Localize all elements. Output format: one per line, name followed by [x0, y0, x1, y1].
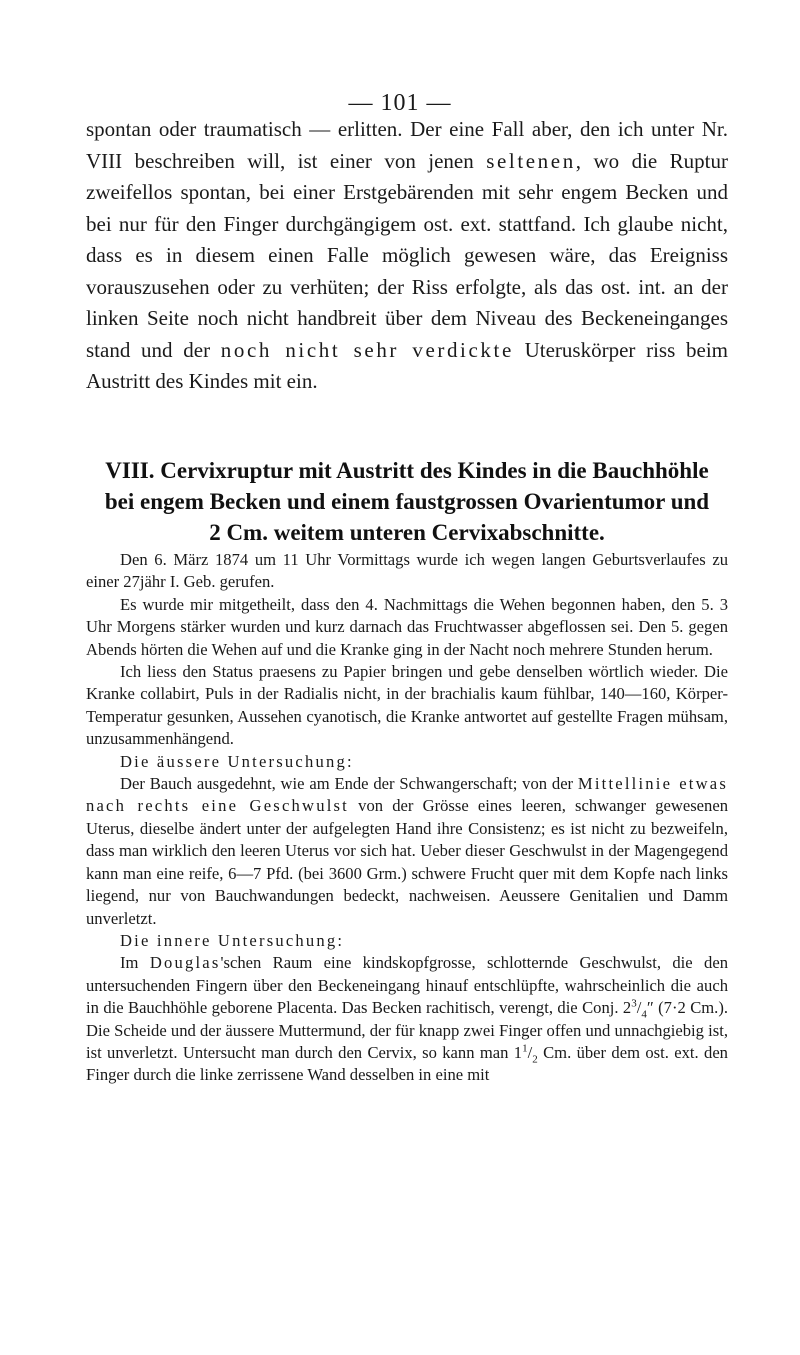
case-text-part: 'schen Raum eine kindskopfgrosse, schlotternde Geschwulst, die den untersuchenden Fingern über den Beckeneingang hinauf entschlüpfte, wahrscheinlich die auch in die Bauchhöhle geborene Placenta. Das Becken rachitisch, verengt, die Conj. 2 — [86, 953, 728, 1018]
case-report — [86, 549, 728, 1087]
spaced-emphasis: seltenen — [486, 148, 576, 173]
fraction-numerator: 3 — [631, 997, 637, 1010]
case-paragraph — [86, 773, 728, 930]
heading-line: VIII. Cervixruptur mit Austritt des Kindes in die Bauchhöhle — [105, 458, 709, 483]
spaced-emphasis: Douglas — [149, 953, 221, 973]
fraction-denominator: 4 — [641, 1008, 647, 1021]
heading-line: bei engem Becken und einem faustgrossen Ovarientumor und — [104, 489, 710, 514]
spaced-emphasis: Mittellinie etwas nach rechts eine Geschwulst — [86, 774, 728, 816]
case-paragraph: Den 6. März 1874 um 11 Uhr Vormittags wurde ich wegen langen Geburtsverlaufes zu einer 27jähr I. Geb. gerufen. — [86, 550, 728, 592]
subheading-text: Die äussere Untersuchung: — [120, 751, 354, 771]
case-paragraph: Es wurde mir mitgetheilt, dass den 4. Nachmittags die Wehen begonnen haben, den 5. 3 Uhr Morgens stärker wurden und kurz darnach das Fruchtwasser abgeflossen sei. Den 5. gegen Abends hörten die Wehen auf und die Kranke ging in der Nacht noch mehrere Stunden herum. — [86, 594, 728, 659]
intro-text-part: Uteruskörper riss beim Austritt des Kindes mit ein. — [86, 337, 728, 393]
case-text-part: ″ (7·2 Cm.). Die Scheide und der äussere Muttermund, der für knapp zwei Finger offen und unnachgiebig ist, ist unverletzt. Untersucht man durch den Cervix, so kann man 1 — [86, 998, 728, 1062]
fraction-numerator: 1 — [522, 1042, 528, 1055]
case-text-part: von der Grösse eines leeren, schwanger gewesenen Uterus, dieselbe ändert unter der aufgelegten Hand ihre Consistenz; es ist nicht zu bezweifeln, dass man wirklich den leeren Uterus vor sich hat. Ueber dieser Geschwulst in der Magengegend kann man eine reife, 6—7 Pfd. (bei 3600 Grm.) schwere Frucht quer mit dem Kopfe nach links liegend, nur von Bauchwandungen bedeckt, nachweisen. Aeussere Genitalien und Damm unverletzt. — [86, 796, 728, 928]
subheading-text: Die innere Untersuchung: — [120, 930, 345, 950]
subheading-external-exam — [86, 751, 728, 773]
case-text-part: Der Bauch ausgedehnt, wie am Ende der Schwangerschaft; von der — [120, 774, 578, 794]
case-paragraph: Ich liess den Status praesens zu Papier bringen und gebe denselben wörtlich wieder. Die Kranke collabirt, Puls in der Radialis nicht, in der brachialis kaum fühlbar, 140—160, Körper-Temperatur gesunken, Aussehen cyanotisch, die Kranke antwortet auf gestellte Fragen mühsam, unzusammenhängend. — [86, 662, 728, 749]
intro-text — [86, 114, 728, 398]
case-paragraph: Im Douglas'schen Raum eine kindskopfgrosse, schlotternde Geschwulst, die den untersuchenden Fingern über den Beckeneingang hinauf entschlüpfte, wahrscheinlich die auch in die Bauchhöhle geborene Placenta. Das Becken rachitisch, verengt, die Conj. $2^3/_4''$ (7·2 Cm.). Die Scheide und der äussere Muttermund, der für knapp zwei Finger offen und unnachgiebig ist, ist unverletzt. Untersucht man durch den Cervix, so kann man $1^1/_2$ Cm. über dem ost. ext. den Finger durch die linke zerrissene Wand desselben in eine mit — [86, 953, 728, 1085]
fraction-denominator: 2 — [532, 1053, 538, 1066]
case-text-part: Im — [120, 953, 150, 973]
spaced-emphasis: noch nicht sehr verdickte — [220, 337, 514, 362]
intro-paragraph — [86, 114, 728, 398]
intro-text-part: , wo die Ruptur zweifellos spontan, bei einer Erstgebärenden mit sehr engem Becken und bei nur für den Finger durchgängigem ost. ext. stattfand. Ich glaube nicht, dass es in diesem einen Falle möglich gewesen wäre, das Ereigniss vorauszusehen oder zu verhüten; der Riss erfolgte, als das ost. int. an der linken Seite noch nicht handbreit über dem Niveau des Beckeneinganges stand und der — [86, 148, 729, 362]
page-number: — 101 — — [348, 90, 452, 116]
intro-text-part: spontan oder traumatisch — erlitten. Der eine Fall aber, den ich unter Nr. VIII beschreiben will, ist einer von jenen — [86, 117, 728, 173]
subheading-internal-exam — [86, 930, 728, 952]
section-heading — [86, 455, 728, 548]
heading-line: 2 Cm. weitem unteren Cervixabschnitte. — [209, 520, 605, 545]
case-text-part: Cm. über dem ost. ext. den Finger durch die linke zerrissene Wand desselben in eine mit — [86, 1042, 728, 1085]
